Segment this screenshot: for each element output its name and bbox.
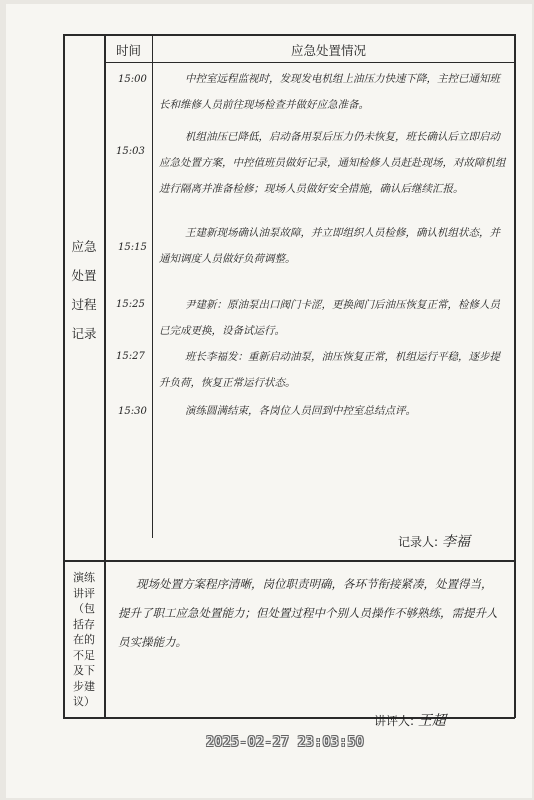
entry-time: 15:03	[116, 146, 145, 157]
review-label-line: 演练	[73, 571, 95, 584]
entry-text: 演练圆满结束，各岗位人员回到中控室总结点评。	[185, 405, 416, 417]
entry-text: 尹建新：原油泵出口阀门卡涩，更换阀门后油压恢复正常，检修人员已完成更换，设备试运行。	[159, 299, 500, 337]
entry-time: 15:25	[116, 299, 145, 310]
table-border-top	[63, 34, 515, 36]
section-label	[64, 232, 104, 348]
section-label-line: 应急	[71, 239, 97, 254]
timestamp-watermark: 2025-02-27 23:03:50	[206, 735, 365, 750]
reviewer	[374, 710, 446, 730]
reviewer-signature: 王超	[417, 713, 446, 729]
entry-text: 班长李福发：重新启动油泵，油压恢复正常，机组运行平稳，逐步提升负荷，恢复正常运行状态。	[159, 351, 500, 389]
recorder-label: 记录人:	[398, 535, 439, 549]
section-label-line: 处置	[71, 268, 97, 283]
section-label-line: 过程	[71, 297, 97, 312]
review-label-line: （包	[73, 602, 95, 615]
recorder-signature: 李福	[441, 534, 470, 550]
review-label-line: 不足	[73, 648, 95, 662]
recorder	[398, 531, 470, 551]
document-page	[6, 4, 532, 798]
entry-text: 中控室远程监视时，发现发电机组上油压力快速下降，主控已通知班长和维修人员前往现场检查并做好应急准备。	[159, 73, 500, 111]
reviewer-label: 讲评人:	[374, 714, 415, 728]
header-situation: 应急处置情况	[291, 43, 367, 58]
header-time: 时间	[116, 43, 142, 58]
review-label-line: 步建	[73, 679, 95, 693]
review-label-line: 议）	[73, 695, 95, 708]
section-divider	[63, 560, 515, 562]
entry-time: 15:15	[118, 242, 147, 253]
header-row-divider	[104, 62, 515, 63]
table-border-bottom	[63, 717, 515, 719]
review-label-line: 及下	[73, 664, 95, 677]
table-border-right	[514, 34, 516, 718]
entry-time: 15:30	[118, 406, 147, 417]
entry-time: 15:27	[116, 351, 145, 362]
entry-text: 机组油压已降低，启动备用泵后压力仍未恢复，班长确认后立即启动应急处置方案，中控值班员做好记录，通知检修人员赶赴现场，对故障机组进行隔离并准备检修；现场人员做好安全措施，确认后继续汇报。	[159, 131, 506, 195]
time-column-divider	[152, 34, 153, 538]
label-column-divider	[104, 34, 106, 718]
review-label-line: 括存	[73, 617, 95, 631]
review-label-line: 讲评	[73, 586, 95, 600]
entry-time: 15:00	[118, 74, 147, 85]
review-label-line: 在的	[73, 633, 95, 646]
review-text: 现场处置方案程序清晰，岗位职责明确，各环节衔接紧凑，处置得当，提升了职工应急处置能力；但处置过程中个别人员操作不够熟练，需提升人员实操能力。	[118, 577, 498, 649]
entry-text: 王建新现场确认油泵故障，并立即组织人员检修，确认机组状态，并通知调度人员做好负荷调整。	[159, 227, 500, 265]
review-label	[64, 570, 104, 710]
section-label-line: 记录	[71, 326, 97, 341]
